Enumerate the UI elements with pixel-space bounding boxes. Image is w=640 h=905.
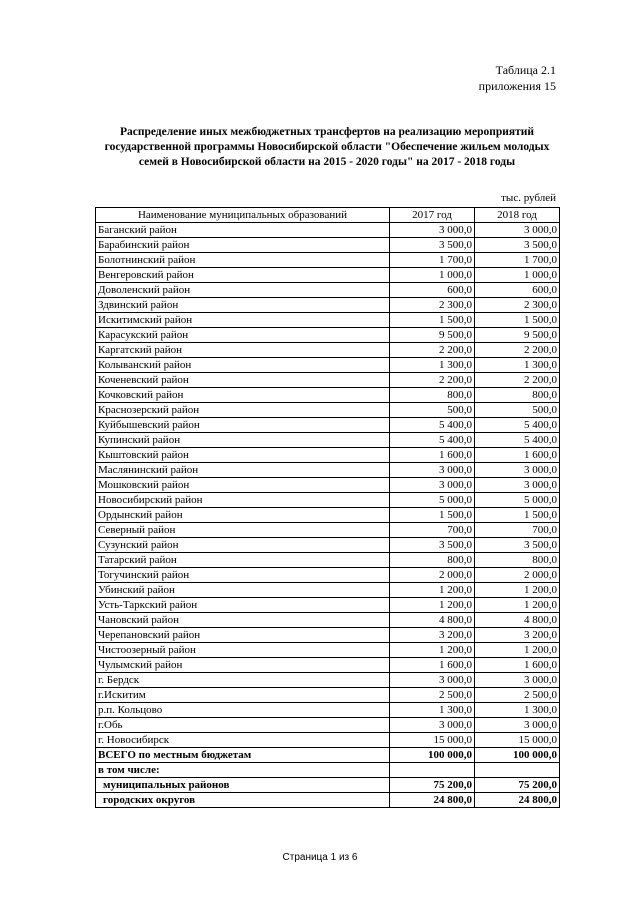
column-header-2018: 2018 год (475, 208, 560, 223)
value-2018-cell: 800,0 (475, 553, 560, 568)
table-row (96, 358, 560, 373)
municipality-cell: г.Искитим (96, 688, 390, 703)
table-number: Таблица 2.1 (495, 63, 556, 77)
value-2017-cell: 2 200,0 (390, 373, 475, 388)
subtotal-cities-label: городских округов (96, 793, 390, 808)
municipality-cell: Новосибирский район (96, 493, 390, 508)
table-row (96, 418, 560, 433)
municipality-cell: Коченевский район (96, 373, 390, 388)
table-row (96, 523, 560, 538)
value-2017-cell: 2 500,0 (390, 688, 475, 703)
municipality-cell: Венгеровский район (96, 268, 390, 283)
municipality-cell: Тогучинский район (96, 568, 390, 583)
table-row (96, 508, 560, 523)
municipality-cell: Чистоозерный район (96, 643, 390, 658)
value-2018-cell: 1 700,0 (475, 253, 560, 268)
including-empty-2017 (390, 763, 475, 778)
value-2017-cell: 5 400,0 (390, 433, 475, 448)
value-2017-cell: 1 500,0 (390, 508, 475, 523)
table-header-row (96, 208, 560, 223)
value-2017-cell: 1 200,0 (390, 598, 475, 613)
table-row (96, 343, 560, 358)
column-header-2017: 2017 год (390, 208, 475, 223)
municipality-cell: Черепановский район (96, 628, 390, 643)
table-row (96, 403, 560, 418)
value-2018-cell: 1 300,0 (475, 358, 560, 373)
value-2017-cell: 3 200,0 (390, 628, 475, 643)
value-2018-cell: 1 300,0 (475, 703, 560, 718)
municipality-cell: Татарский район (96, 553, 390, 568)
municipality-cell: Маслянинский район (96, 463, 390, 478)
table-row (96, 253, 560, 268)
value-2017-cell: 2 200,0 (390, 343, 475, 358)
table-row (96, 673, 560, 688)
title-line-2: государственной программы Новосибирской области "Обеспечение жильем молодых (104, 141, 550, 153)
appendix-number: приложения 15 (478, 79, 556, 93)
value-2017-cell: 1 200,0 (390, 643, 475, 658)
table-row (96, 643, 560, 658)
value-2018-cell: 9 500,0 (475, 328, 560, 343)
table-row (96, 718, 560, 733)
value-2018-cell: 2 000,0 (475, 568, 560, 583)
municipality-cell: Сузунский район (96, 538, 390, 553)
table-row (96, 703, 560, 718)
municipality-cell: Мошковский район (96, 478, 390, 493)
column-header-municipality: Наименование муниципальных образований (96, 208, 390, 223)
table-row (96, 433, 560, 448)
value-2018-cell: 3 000,0 (475, 673, 560, 688)
value-2017-cell: 800,0 (390, 553, 475, 568)
value-2018-cell: 2 300,0 (475, 298, 560, 313)
value-2018-cell: 1 200,0 (475, 643, 560, 658)
value-2018-cell: 3 500,0 (475, 238, 560, 253)
value-2017-cell: 15 000,0 (390, 733, 475, 748)
value-2018-cell: 5 400,0 (475, 433, 560, 448)
municipality-cell: Ордынский район (96, 508, 390, 523)
municipality-cell: Чановский район (96, 613, 390, 628)
value-2017-cell: 1 500,0 (390, 313, 475, 328)
municipality-cell: Кочковский район (96, 388, 390, 403)
table-row (96, 583, 560, 598)
value-2017-cell: 2 300,0 (390, 298, 475, 313)
including-row (96, 763, 560, 778)
table-row (96, 493, 560, 508)
subtotal-districts-2017: 75 200,0 (390, 778, 475, 793)
table-row (96, 448, 560, 463)
table-row (96, 568, 560, 583)
title-line-1: Распределение иных межбюджетных трансфертов на реализацию мероприятий (119, 126, 535, 138)
value-2017-cell: 1 000,0 (390, 268, 475, 283)
value-2017-cell: 2 000,0 (390, 568, 475, 583)
value-2018-cell: 500,0 (475, 403, 560, 418)
value-2018-cell: 3 000,0 (475, 718, 560, 733)
municipality-cell: Болотнинский район (96, 253, 390, 268)
table-row (96, 238, 560, 253)
value-2017-cell: 3 000,0 (390, 673, 475, 688)
subtotal-districts-row (96, 778, 560, 793)
including-label: в том числе: (96, 763, 390, 778)
total-label: ВСЕГО по местным бюджетам (96, 748, 390, 763)
municipality-cell: Усть-Таркский район (96, 598, 390, 613)
subtotal-cities-2018: 24 800,0 (475, 793, 560, 808)
value-2017-cell: 3 500,0 (390, 538, 475, 553)
municipality-cell: р.п. Кольцово (96, 703, 390, 718)
municipality-cell: Колыванский район (96, 358, 390, 373)
table-body (96, 223, 560, 748)
table-row (96, 373, 560, 388)
value-2017-cell: 1 600,0 (390, 658, 475, 673)
table-row (96, 298, 560, 313)
total-row (96, 748, 560, 763)
table-row (96, 328, 560, 343)
value-2017-cell: 5 400,0 (390, 418, 475, 433)
municipality-cell: г. Новосибирск (96, 733, 390, 748)
value-2017-cell: 500,0 (390, 403, 475, 418)
subtotal-cities-row (96, 793, 560, 808)
value-2017-cell: 3 000,0 (390, 463, 475, 478)
value-2018-cell: 2 200,0 (475, 343, 560, 358)
value-2017-cell: 3 500,0 (390, 238, 475, 253)
table-row (96, 313, 560, 328)
value-2018-cell: 4 800,0 (475, 613, 560, 628)
value-2018-cell: 5 400,0 (475, 418, 560, 433)
table-row (96, 538, 560, 553)
table-row (96, 463, 560, 478)
table-row (96, 688, 560, 703)
value-2018-cell: 700,0 (475, 523, 560, 538)
value-2017-cell: 4 800,0 (390, 613, 475, 628)
value-2017-cell: 9 500,0 (390, 328, 475, 343)
municipality-cell: Каргатский район (96, 343, 390, 358)
table-row (96, 553, 560, 568)
value-2018-cell: 1 600,0 (475, 448, 560, 463)
value-2018-cell: 3 000,0 (475, 223, 560, 238)
units-label: тыс. рублей (501, 192, 556, 204)
municipality-cell: г. Бердск (96, 673, 390, 688)
value-2018-cell: 1 200,0 (475, 598, 560, 613)
table-row (96, 733, 560, 748)
value-2018-cell: 3 200,0 (475, 628, 560, 643)
value-2017-cell: 1 200,0 (390, 583, 475, 598)
table-row (96, 628, 560, 643)
table-row (96, 658, 560, 673)
municipality-cell: Искитимский район (96, 313, 390, 328)
municipality-cell: Баганский район (96, 223, 390, 238)
total-2018: 100 000,0 (475, 748, 560, 763)
value-2017-cell: 3 000,0 (390, 223, 475, 238)
municipality-cell: Кыштовский район (96, 448, 390, 463)
municipality-cell: Куйбышевский район (96, 418, 390, 433)
value-2017-cell: 5 000,0 (390, 493, 475, 508)
value-2018-cell: 1 500,0 (475, 313, 560, 328)
value-2017-cell: 700,0 (390, 523, 475, 538)
value-2018-cell: 1 600,0 (475, 658, 560, 673)
value-2017-cell: 800,0 (390, 388, 475, 403)
subtotal-districts-2018: 75 200,0 (475, 778, 560, 793)
municipality-cell: Карасукский район (96, 328, 390, 343)
table-row (96, 223, 560, 238)
municipality-cell: Барабинский район (96, 238, 390, 253)
value-2017-cell: 1 700,0 (390, 253, 475, 268)
value-2018-cell: 600,0 (475, 283, 560, 298)
municipality-cell: Здвинский район (96, 298, 390, 313)
municipality-cell: Купинский район (96, 433, 390, 448)
value-2018-cell: 3 000,0 (475, 463, 560, 478)
table-row (96, 613, 560, 628)
value-2018-cell: 5 000,0 (475, 493, 560, 508)
value-2018-cell: 800,0 (475, 388, 560, 403)
value-2017-cell: 1 600,0 (390, 448, 475, 463)
value-2017-cell: 3 000,0 (390, 478, 475, 493)
title-line-3: семей в Новосибирской области на 2015 - 2020 годы" на 2017 - 2018 годы (138, 156, 516, 168)
municipality-cell: Убинский район (96, 583, 390, 598)
total-2017: 100 000,0 (390, 748, 475, 763)
value-2018-cell: 3 000,0 (475, 478, 560, 493)
subtotal-districts-label: муниципальных районов (96, 778, 390, 793)
subtotal-cities-2017: 24 800,0 (390, 793, 475, 808)
value-2018-cell: 15 000,0 (475, 733, 560, 748)
municipality-cell: г.Обь (96, 718, 390, 733)
table-row (96, 388, 560, 403)
table-row (96, 598, 560, 613)
value-2017-cell: 3 000,0 (390, 718, 475, 733)
value-2017-cell: 600,0 (390, 283, 475, 298)
value-2018-cell: 2 500,0 (475, 688, 560, 703)
table-row (96, 478, 560, 493)
value-2018-cell: 1 000,0 (475, 268, 560, 283)
value-2017-cell: 1 300,0 (390, 358, 475, 373)
value-2017-cell: 1 300,0 (390, 703, 475, 718)
transfers-table (95, 207, 560, 808)
page-footer: Страница 1 из 6 (282, 852, 358, 863)
table-row (96, 268, 560, 283)
value-2018-cell: 1 500,0 (475, 508, 560, 523)
value-2018-cell: 3 500,0 (475, 538, 560, 553)
municipality-cell: Чулымский район (96, 658, 390, 673)
including-empty-2018 (475, 763, 560, 778)
municipality-cell: Северный район (96, 523, 390, 538)
municipality-cell: Доволенский район (96, 283, 390, 298)
value-2018-cell: 2 200,0 (475, 373, 560, 388)
table-row (96, 283, 560, 298)
municipality-cell: Краснозерский район (96, 403, 390, 418)
value-2018-cell: 1 200,0 (475, 583, 560, 598)
document-title (95, 125, 559, 170)
